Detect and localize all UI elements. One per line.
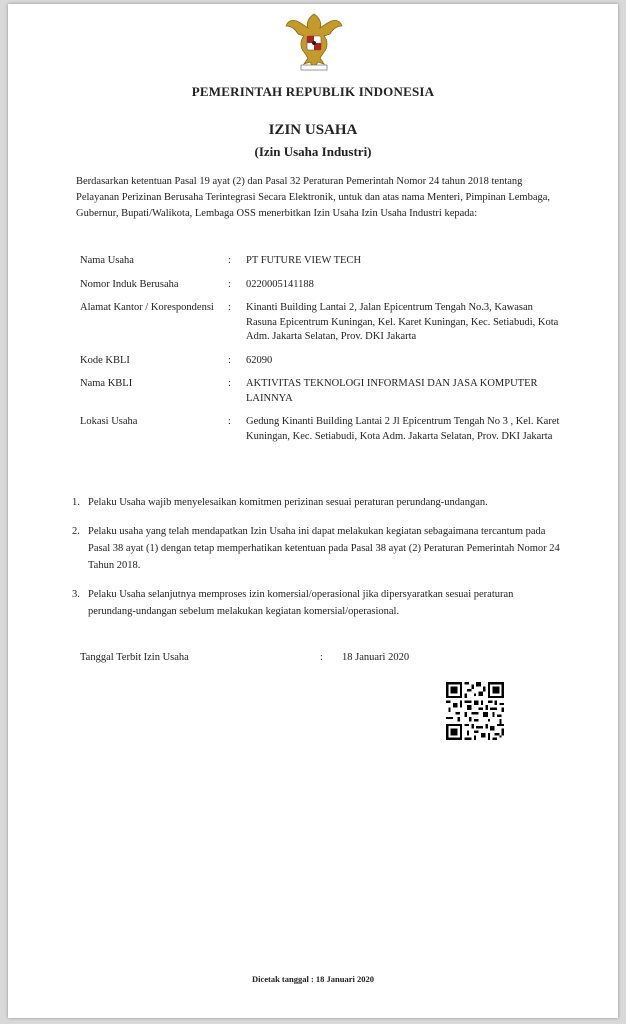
note-text: Pelaku usaha yang telah mendapatkan Izin Usaha ini dapat melakukan kegiatan sebagaimana tercantum pada Pasal 38 ayat (1) dengan tetap memperhatikan ketentuan pada Pasal 38 ayat (2) Peraturan Pemerintah Nomor 24 Tahun 2018. [88,526,560,571]
field-separator: : [228,302,231,313]
field-row-business-name [80,254,560,269]
field-label: Nomor Induk Berusaha [80,278,179,290]
field-label: Nama Usaha [80,255,134,266]
note-text: Pelaku Usaha wajib menyelesaikan komitmen perizinan sesuai peraturan perundang-undangan. [88,497,488,508]
field-row-kbli-code [80,354,560,369]
field-label: Nama KBLI [80,378,133,389]
issue-date-value: 18 Januari 2020 [342,652,410,663]
field-separator: : [228,255,231,266]
field-row-kbli-name [80,377,560,406]
field-label: Lokasi Usaha [80,416,138,427]
intro-paragraph: Berdasarkan ketentuan Pasal 19 ayat (2) dan Pasal 32 Peraturan Pemerintah Nomor 24 tahun 2018 tentang Pelayanan Perizinan Berusaha Terintegrasi Secara Elektronik, untuk dan atas nama Menteri, Pimpinan Lembaga, Gubernur, Bupati/Walikota, Lembaga OSS menerbitkan Izin Usaha Izin Usaha Industri kepada: [76,176,551,219]
field-label: Alamat Kantor / Korespondensi [80,302,214,313]
qr-code-icon [446,682,504,740]
government-header: PEMERINTAH REPUBLIK INDONESIA [191,84,435,99]
field-label: Kode KBLI [80,354,130,366]
field-value: PT FUTURE VIEW TECH [246,255,362,266]
issue-date-label: Tanggal Terbit Izin Usaha [80,652,189,663]
field-row-office-address [80,301,560,345]
field-separator: : [228,416,231,427]
note-item [72,586,562,620]
note-item [72,494,562,511]
note-number: 2. [72,526,80,537]
note-text: Pelaku Usaha selanjutnya memproses izin komersial/operasional jika dipersyaratkan sesuai peraturan perundang-undangan sebelum melakukan kegiatan komersial/operasional. [88,589,514,617]
field-separator: : [228,278,231,290]
field-value: 0220005141188 [246,278,314,290]
issue-date-row [80,652,560,663]
printed-date: Dicetak tanggal : 18 Januari 2020 [251,974,375,984]
note-number: 3. [72,589,80,600]
document-title: IZIN USAHA [268,122,358,138]
issue-date-separator: : [320,652,323,663]
field-separator: : [228,378,231,389]
field-value: 62090 [246,354,273,366]
notes-list [72,494,562,632]
field-row-business-location [80,415,560,444]
document-subtitle: (Izin Usaha Industri) [254,144,372,159]
business-details [80,254,560,453]
field-row-business-id [80,278,560,293]
field-value: Kinanti Building Lantai 2, Jalan Epicentrum Tengah No.3, Kawasan Rasuna Epicentrum Kuningan, Kel. Karet Kuningan, Kec. Setiabudi, Kota Adm. Jakarta Selatan, Prov. DKI Jakarta [246,302,559,342]
document-page [8,4,618,1018]
note-number: 1. [72,497,80,508]
field-value: AKTIVITAS TEKNOLOGI INFORMASI DAN JASA KOMPUTER LAINNYA [246,378,538,404]
field-separator: : [228,354,231,366]
note-item [72,523,562,574]
field-value: Gedung Kinanti Building Lantai 2 Jl Epicentrum Tengah No 3 , Kel. Karet Kuningan, Kec. Setiabudi, Kota Adm. Jakarta Selatan, Prov. DKI Jakarta [246,416,560,442]
garuda-emblem-icon [284,10,344,72]
